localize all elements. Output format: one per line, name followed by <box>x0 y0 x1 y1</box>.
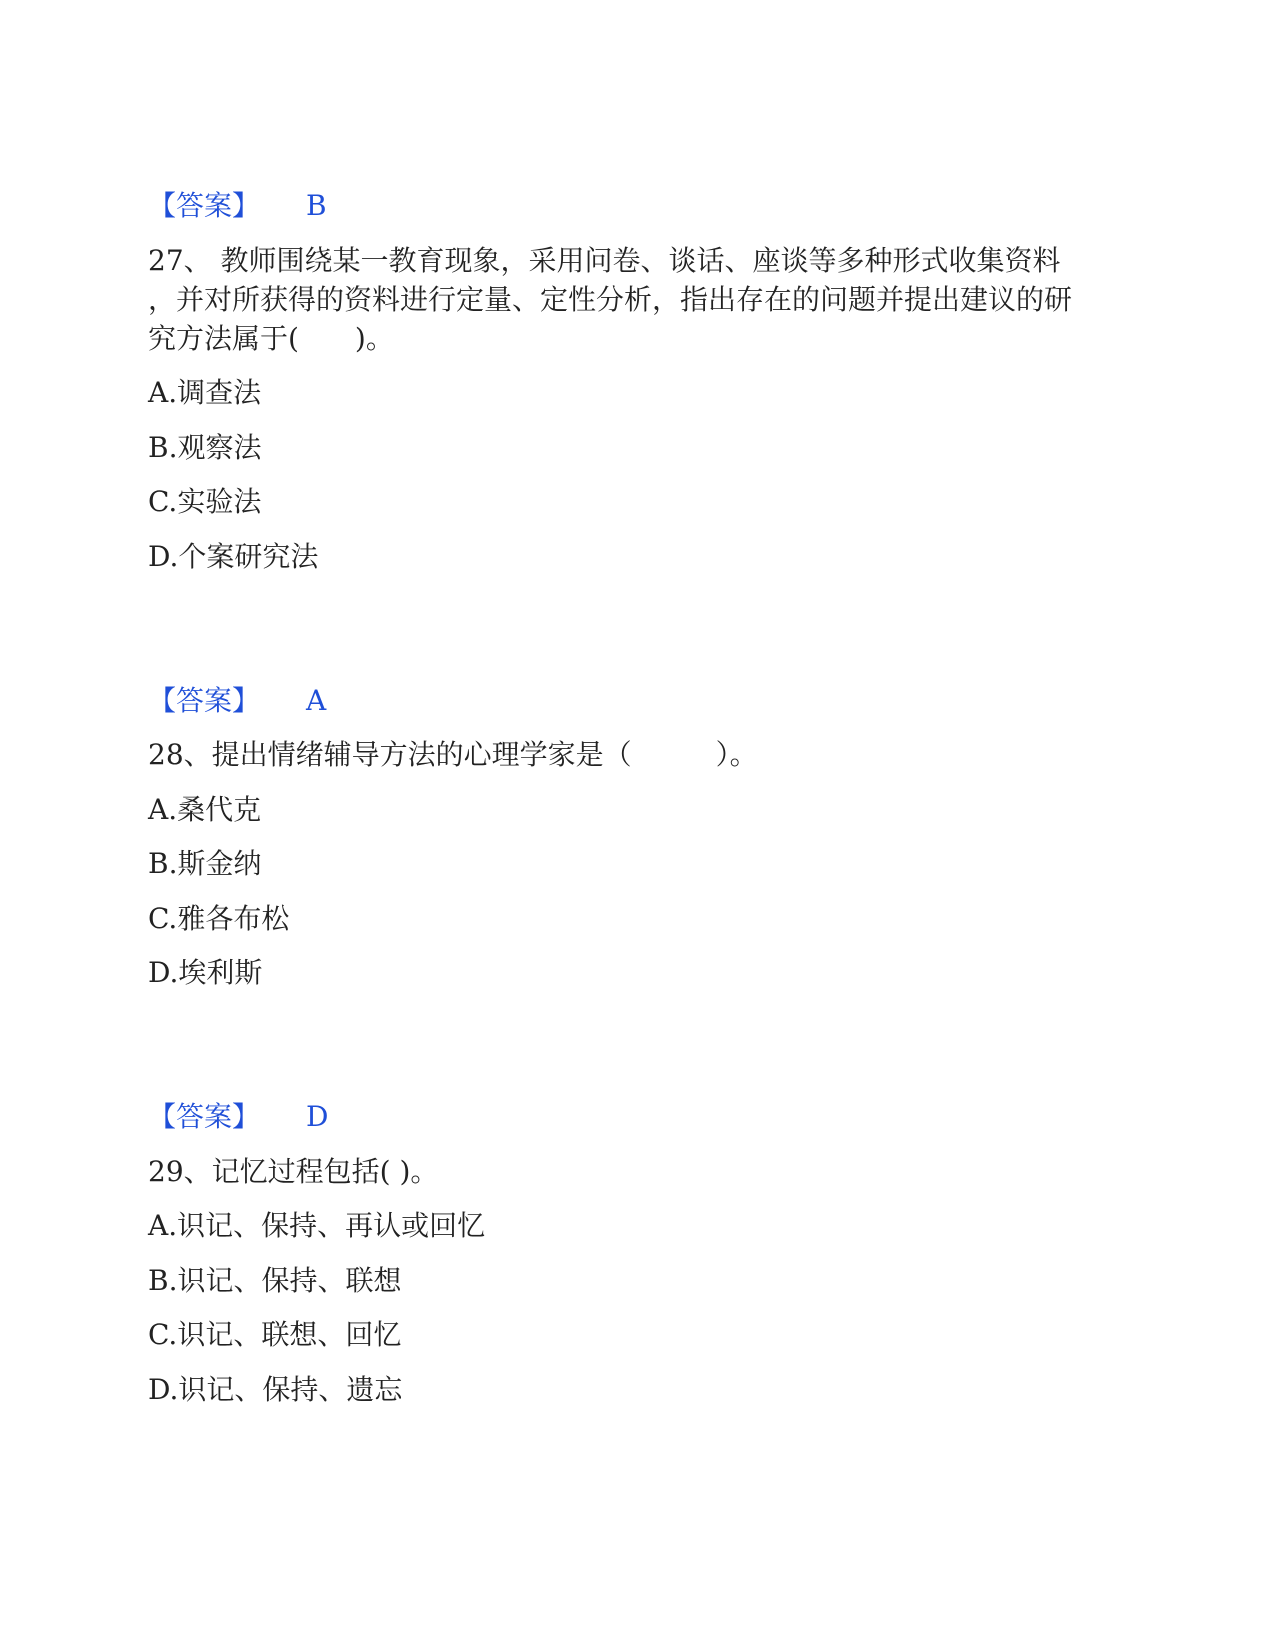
question-28-line-1: 28、提出情绪辅导方法的心理学家是（ ）。 <box>148 738 758 771</box>
answer-line-d <box>148 1097 328 1137</box>
question-27-line-3: 究方法属于( )。 <box>148 322 394 355</box>
option-b: B.斯金纳 <box>148 847 262 880</box>
option-c: C.雅各布松 <box>148 902 290 935</box>
option-d: D.个案研究法 <box>148 540 319 573</box>
answer-value: A <box>306 684 327 717</box>
question-27-line-2: ，并对所获得的资料进行定量、定性分析，指出存在的问题并提出建议的研 <box>148 283 1073 316</box>
answer-value: B <box>306 189 327 222</box>
answer-label: 【答案】 <box>148 684 261 717</box>
question-27-line-1: 27、 教师围绕某一教育现象，采用问卷、谈话、座谈等多种形式收集资料 <box>148 244 1061 277</box>
option-c: C.实验法 <box>148 485 262 518</box>
answer-line-b <box>148 186 327 226</box>
question-29-line-1: 29、记忆过程包括( )。 <box>148 1155 439 1188</box>
option-c: C.识记、联想、回忆 <box>148 1318 402 1351</box>
answer-line-a <box>148 681 326 721</box>
answer-label: 【答案】 <box>148 189 261 222</box>
answer-label: 【答案】 <box>148 1100 261 1133</box>
option-b: B.观察法 <box>148 431 262 464</box>
option-b: B.识记、保持、联想 <box>148 1264 402 1297</box>
option-a: A.桑代克 <box>148 793 262 826</box>
option-d: D.埃利斯 <box>148 956 263 989</box>
answer-value: D <box>306 1100 329 1133</box>
option-a: A.识记、保持、再认或回忆 <box>148 1209 486 1242</box>
option-a: A.调查法 <box>148 376 262 409</box>
option-d: D.识记、保持、遗忘 <box>148 1373 403 1406</box>
